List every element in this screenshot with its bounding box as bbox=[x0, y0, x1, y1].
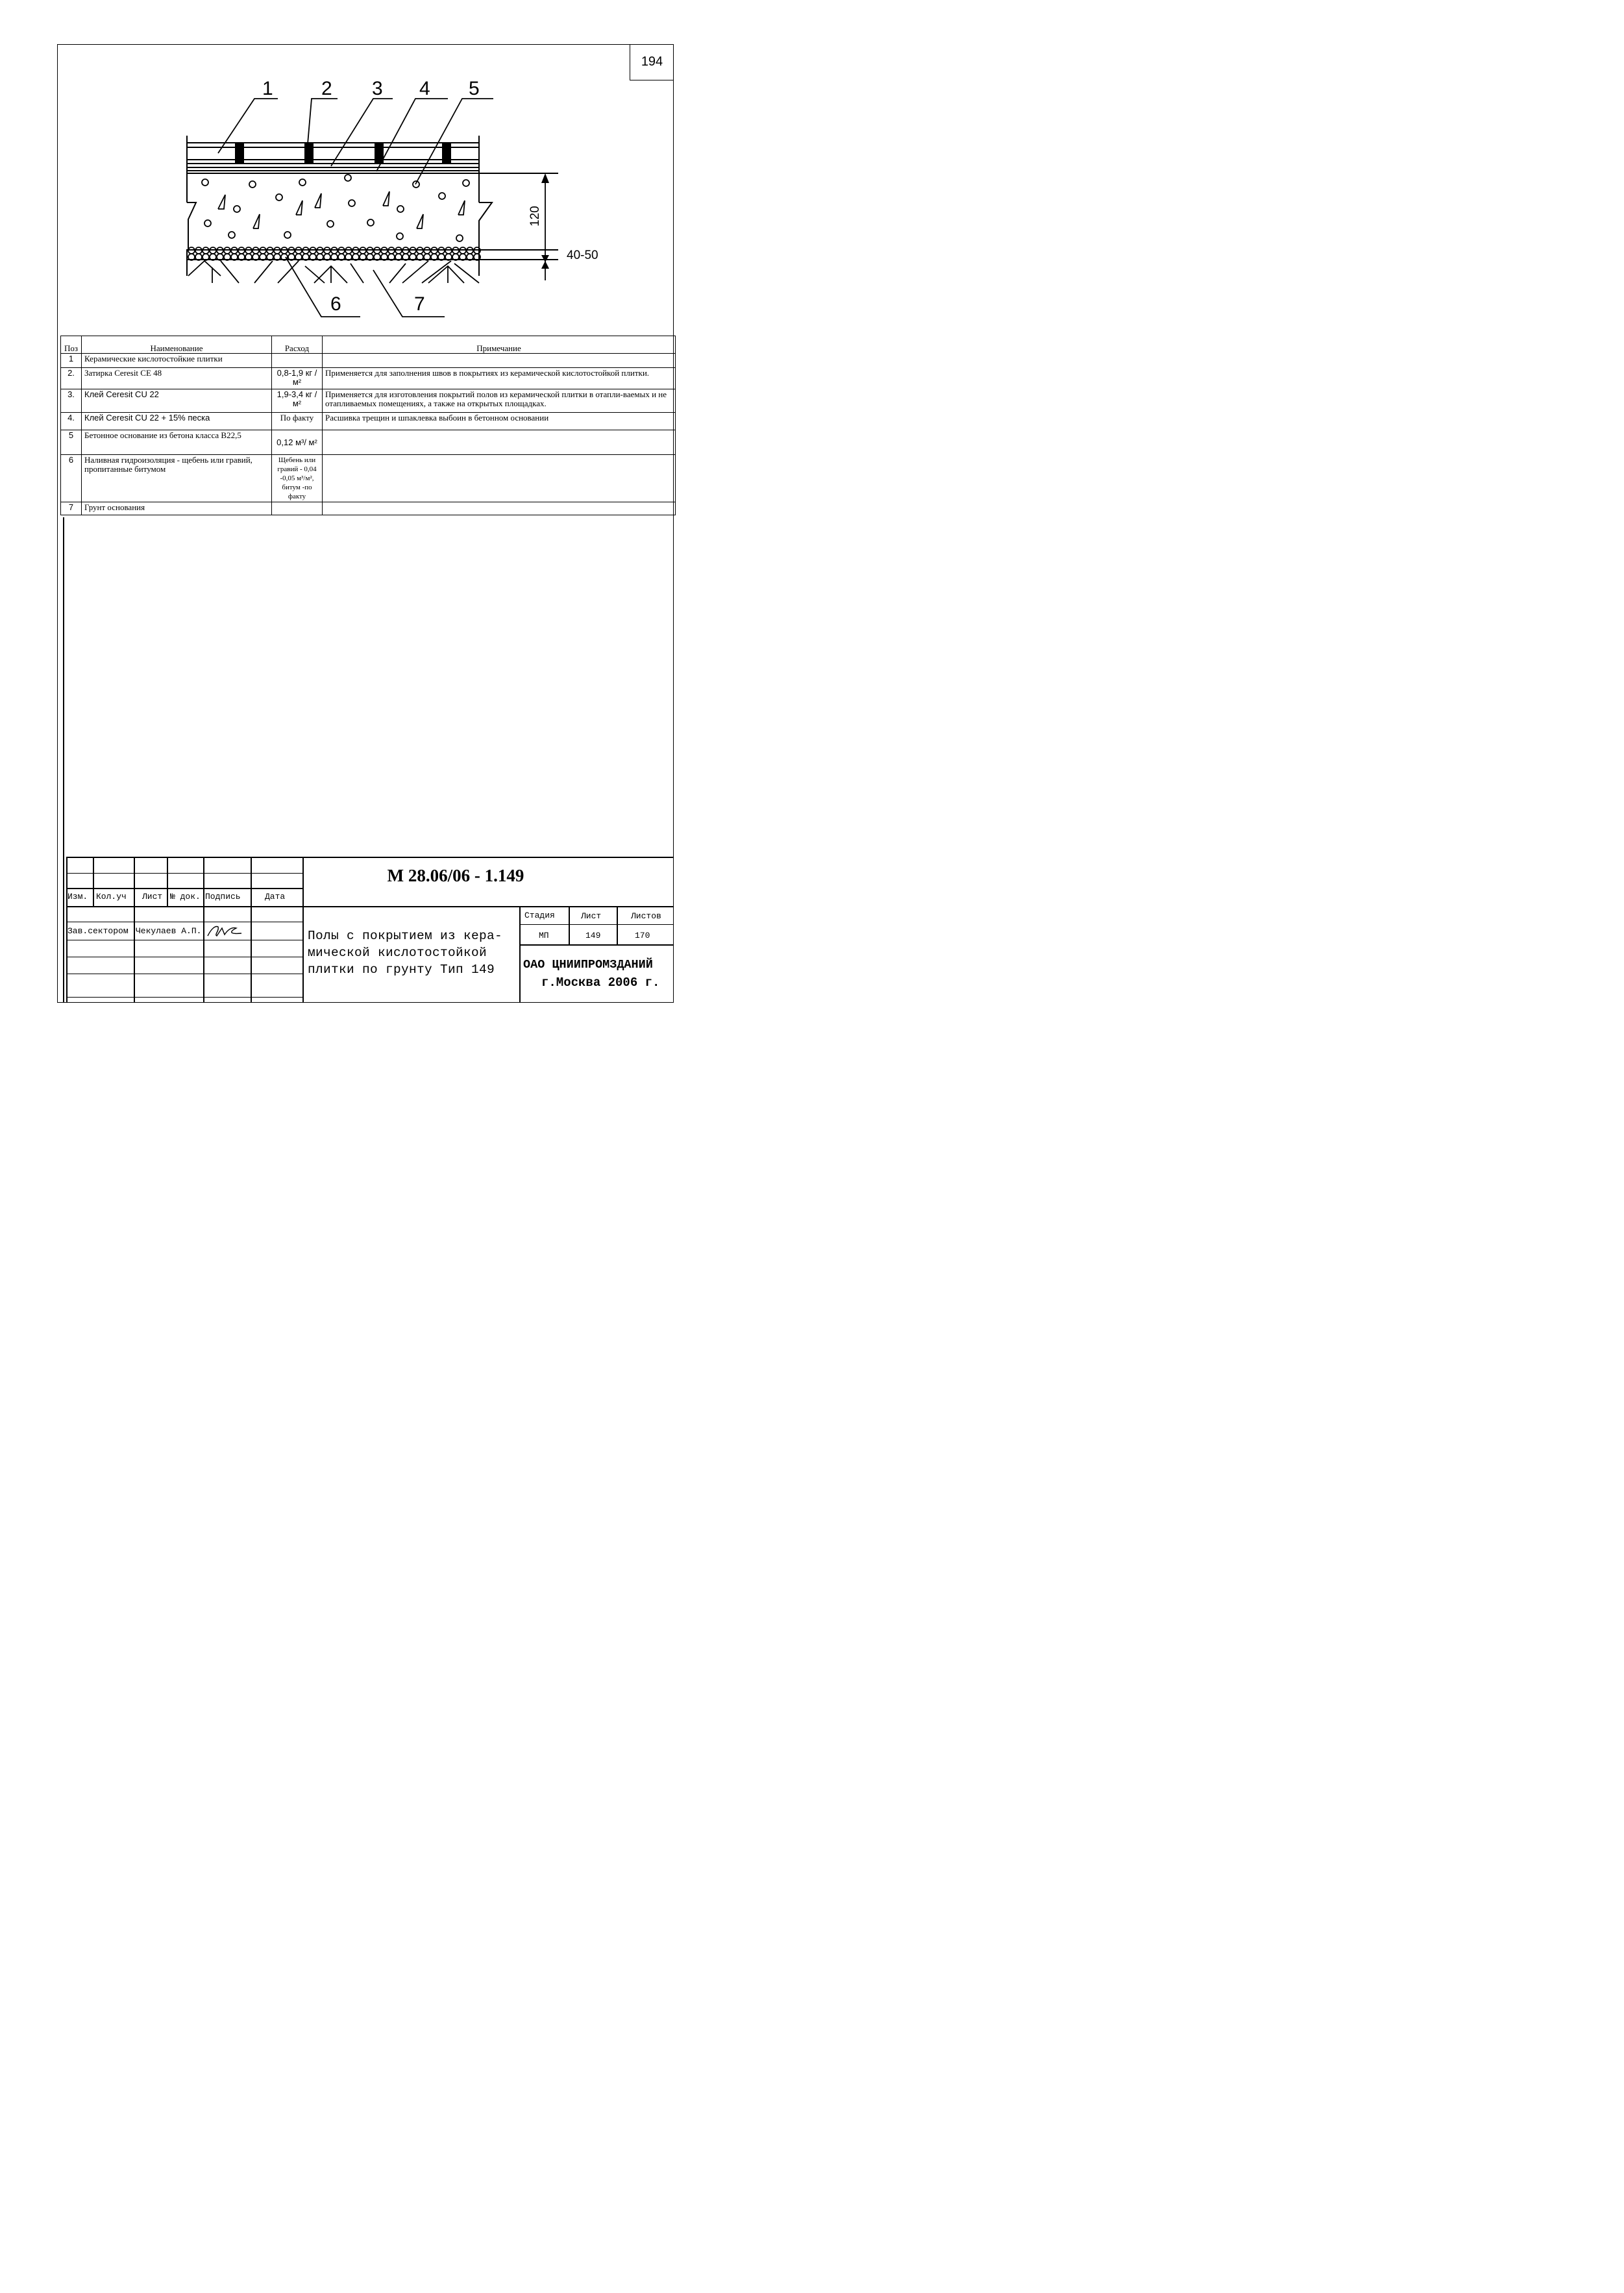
table-row bbox=[61, 455, 676, 502]
document-code: М 28.06/06 - 1.149 bbox=[387, 866, 524, 885]
label-6: 6 bbox=[330, 293, 341, 315]
frame-line bbox=[63, 517, 64, 1003]
row-name: Бетонное основание из бетона класса B22,5 bbox=[82, 430, 272, 455]
row-pos: 7 bbox=[61, 502, 82, 515]
signature-mark bbox=[205, 922, 244, 940]
stage-header: Стадия bbox=[524, 911, 555, 920]
row-name: Затирка Ceresit CE 48 bbox=[82, 368, 272, 389]
col-izm: Изм. bbox=[68, 892, 88, 901]
dimension-40-50: 40-50 bbox=[567, 249, 598, 262]
document-title: Полы с покрытием из кера-мической кислотостойкой плитки по грунту Тип 149 bbox=[308, 929, 503, 977]
role-label: Зав.сектором bbox=[68, 926, 129, 936]
row-name: Клей Ceresit CU 22 + 15% песка bbox=[82, 413, 272, 430]
col-list: Лист bbox=[142, 892, 163, 901]
row-pos: 2. bbox=[61, 368, 82, 389]
row-pos: 3. bbox=[61, 389, 82, 413]
person-name: Чекулаев А.П. bbox=[136, 926, 202, 936]
row-consumption: По факту bbox=[272, 413, 323, 430]
row-note bbox=[323, 502, 676, 515]
row-pos: 5 bbox=[61, 430, 82, 455]
sheets-header: Листов bbox=[631, 911, 661, 921]
label-4: 4 bbox=[419, 78, 430, 99]
sheet-value: 149 bbox=[585, 931, 601, 940]
row-consumption: Щебень или гравий - 0,04 -0,05 м³/м², битум -по факту bbox=[272, 455, 323, 502]
col-date: Дата bbox=[265, 892, 286, 901]
stage-value: МП bbox=[539, 931, 549, 940]
sheet-number: 194 bbox=[630, 44, 674, 80]
sheets-value: 170 bbox=[635, 931, 650, 940]
row-consumption: 0,8-1,9 кг / м² bbox=[272, 368, 323, 389]
label-2: 2 bbox=[321, 78, 332, 99]
table-row bbox=[61, 354, 676, 368]
label-7: 7 bbox=[414, 293, 425, 315]
header-pos: Поз bbox=[61, 336, 82, 354]
row-pos: 6 bbox=[61, 455, 82, 502]
col-kol-uch: Кол.уч bbox=[96, 892, 127, 901]
col-doc-no: № док. bbox=[170, 892, 201, 901]
row-name: Керамические кислотостойкие плитки bbox=[82, 354, 272, 368]
row-consumption bbox=[272, 502, 323, 515]
dimension-120: 120 bbox=[528, 206, 542, 227]
label-3: 3 bbox=[372, 78, 383, 99]
row-name: Клей Ceresit CU 22 bbox=[82, 389, 272, 413]
row-note: Применяется для изготовления покрытий полов из керамической плитки в отапли-ваемых и не отапливаемых помещениях, а также на открытых площадках. bbox=[323, 389, 676, 413]
table-row bbox=[61, 413, 676, 430]
header-name: Наименование bbox=[82, 336, 272, 354]
header-consumption: Расход bbox=[272, 336, 323, 354]
row-name: Грунт основания bbox=[82, 502, 272, 515]
row-note: Применяется для заполнения швов в покрытиях из керамической кислотостойкой плитки. bbox=[323, 368, 676, 389]
row-note: Расшивка трещин и шпаклевка выбоин в бетонном основании bbox=[323, 413, 676, 430]
label-1: 1 bbox=[262, 78, 273, 99]
row-consumption bbox=[272, 354, 323, 368]
row-pos: 1 bbox=[61, 354, 82, 368]
row-consumption: 1,9-3,4 кг / м² bbox=[272, 389, 323, 413]
floor-section-drawing bbox=[0, 0, 716, 337]
row-note bbox=[323, 354, 676, 368]
table-header-row bbox=[61, 336, 676, 354]
sheet-header: Лист bbox=[581, 911, 602, 921]
row-name: Наливная гидроизоляция - щебень или гравий, пропитанные битумом bbox=[82, 455, 272, 502]
row-consumption: 0,12 м³/ м² bbox=[272, 430, 323, 455]
header-note: Примечание bbox=[323, 336, 676, 354]
row-note bbox=[323, 455, 676, 502]
row-pos: 4. bbox=[61, 413, 82, 430]
specification-table bbox=[60, 336, 676, 515]
table-row bbox=[61, 389, 676, 413]
city-year: г.Москва 2006 г. bbox=[541, 975, 660, 990]
table-row bbox=[61, 368, 676, 389]
label-5: 5 bbox=[469, 78, 480, 99]
organization-name: ОАО ЦНИИПРОМЗДАНИЙ bbox=[523, 958, 653, 972]
table-row bbox=[61, 502, 676, 515]
table-row bbox=[61, 430, 676, 455]
row-note bbox=[323, 430, 676, 455]
col-signature: Подпись bbox=[205, 892, 241, 901]
